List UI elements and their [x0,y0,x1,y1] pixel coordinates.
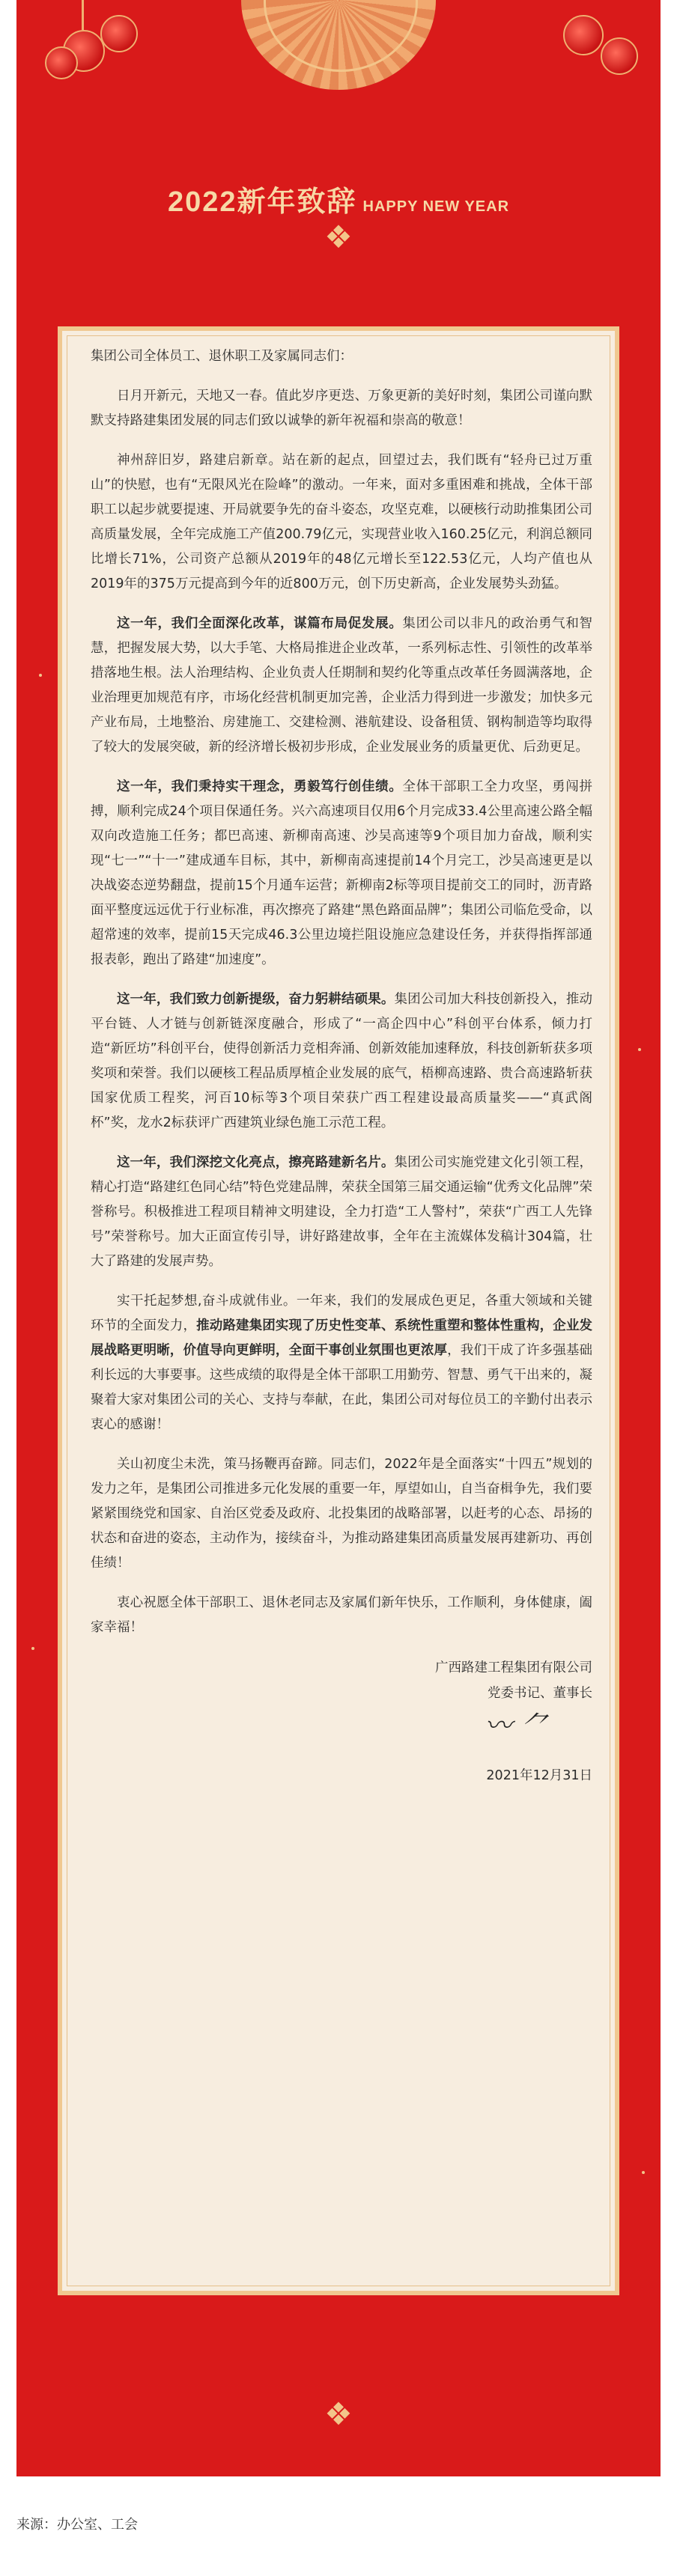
lantern-icon [45,46,78,79]
source-credit: 来源：办公室、工会 [16,2517,138,2533]
salutation: 集团公司全体员工、退休职工及家属同志们： [91,349,353,364]
lantern-icon [100,15,138,52]
paragraph-7-emphasis: 推动路建集团实现了历史性变革、系统性重塑和整体性重构，企业发展战略更明晰，价值导向更鲜明，全面干事创业氛围也更浓厚 [91,1318,593,1358]
paragraph-4-text: 全体干部职工全力攻坚，勇闯拼搏，顺利完成24个项目保通任务。兴六高速项目仅用6个月完成33.4公里高速公路全幅双向改造施工任务；都巴高速、新柳南高速、沙吴高速等9个项目加力奋战，顺利实现“七一”“十一”建成通车目标，其中，新柳南高速提前14个月完工，沙吴高速更是以决战姿态逆势翻盘，提前15个月通车运营；新柳南2标等项目提前交工的同时，沥青路面平整度远远优于行业标准，再次擦亮了路建“黑色路面品牌”；集团公司临危受命，以超常速的效率，提前15天完成46.3公里边境拦阻设施应急建设任务，并获得指挥部通报表彰，跑出了路建“加速度”。 [91,779,593,967]
paragraph-7-text-a: 实干托起梦想,奋斗成就伟业。一年来，我们的发展成色更足，各重大领域和关键环节的全面发力， [91,1294,592,1333]
paragraph-6 [91,1151,592,1274]
paragraph-7 [91,1289,592,1437]
letter-card [58,326,619,2295]
handwritten-signature: 〰 ⺈ [485,1711,547,1741]
lantern-icon [563,15,604,55]
sparkle-dot [31,1647,34,1650]
page-title [16,178,661,219]
paragraph-4 [91,775,592,972]
paragraph-3-lead: 这一年，我们全面深化改革，谋篇布局促发展。 [117,616,403,631]
sparkle-dot [642,2171,645,2174]
paragraph-6-text: 集团公司实施党建文化引领工程，精心打造“路建红色同心结”特色党建品牌，荣获全国第三届交通运输“优秀文化品牌”荣誉称号。积极推进工程项目精神文明建设，全力打造“工人警村”，荣获“广西工人先锋号”荣誉称号。加大正面宣传引导，讲好路建故事，全年在主流媒体发稿计304篇，壮大了路建的发展声势。 [91,1155,592,1269]
paragraph-3-text: 集团公司以非凡的政治勇气和智慧，把握发展大势，以大手笔、大格局推进企业改革，一系列标志性、引领性的改革举措落地生根。法人治理结构、企业负责人任期制和契约化等重点改革任务圆满落地，企业治理更加规范有序，市场化经营机制更加完善，企业活力得到进一步激发；加快多元产业布局，土地整治、房建施工、交建检测、港航建设、设备租赁、钢构制造等均取得了较大的发展突破，新的经济增长极初步形成，企业发展业务的质量更优、后劲更足。 [91,616,593,755]
paragraph-7-text-b: ，我们干成了许多强基础利长远的大事要事。这些成绩的取得是全体干部职工用勤劳、智慧、勇气干出来的，凝聚着大家对集团公司的关心、支持与奉献，在此，集团公司对每位员工的辛勤付出表示衷心的感谢！ [91,1343,593,1432]
paragraph-1: 日月开新元，天地又一春。值此岁序更迭、万象更新的美好时刻，集团公司谨向默默支持路建集团发展的同志们致以诚挚的新年祝福和崇高的敬意！ [91,389,592,428]
letter-date: 2021年12月31日 [486,1768,592,1783]
chinese-knot-icon: ❖ [324,2396,353,2432]
sparkle-dot [39,674,42,677]
paragraph-4-lead: 这一年，我们秉持实干理念，勇毅笃行创佳绩。 [117,779,403,794]
sparkle-dot [638,1048,641,1051]
letter-body [91,344,592,1788]
signer-position: 党委书记、董事长 [488,1686,592,1701]
paragraph-5 [91,987,592,1136]
chinese-knot-icon: ❖ [324,219,353,255]
signature-block [91,1655,592,1706]
paragraph-6-lead: 这一年，我们深挖文化亮点，擦亮路建新名片。 [117,1155,395,1170]
lantern-icon [601,37,638,75]
subtitle-text: HAPPY NEW YEAR [362,198,510,215]
paragraph-2: 神州辞旧岁，路建启新章。站在新的起点，回望过去，我们既有“轻舟已过万重山”的快慰，也有“无限风光在险峰”的激动。一年来，面对多重困难和挑战，全体干部职工以起步就要提速、开局就要争先的奋斗姿态，攻坚克难，以硬核行动助推集团公司高质量发展，全年完成施工产值200.79亿元，实现营业收入160.25亿元，利润总额同比增长71%，公司资产总额从2019年的48亿元增长至122.53亿元，人均产值也从2019年的375万元提高到今年的近800万元，创下历史新高，企业发展势头劲猛。 [91,453,592,591]
paragraph-8: 关山初度尘未洗，策马扬鞭再奋蹄。同志们，2022年是全面落实“十四五”规划的发力之年，是集团公司推进多元化发展的重要一年，厚望如山，自当奋楫争先，我们要紧紧围绕党和国家、自治区党委及政府、北投集团的战略部署，以赶考的心态、昂扬的状态和奋进的姿态，主动作为，接续奋斗，为推动路建集团高质量发展再建新功、再创佳绩！ [91,1457,592,1571]
lantern-string [82,0,84,30]
paragraph-5-text: 集团公司加大科技创新投入，推动平台链、人才链与创新链深度融合，形成了“一高企四中心”科创平台体系，倾力打造“新匠坊”科创平台，使得创新活力竞相奔涌、创新效能加速释放，科技创新斩获多项奖项和荣誉。我们以硬核工程品质厚植企业发展的底气，梧柳高速路、贵合高速路斩获国家优质工程奖，河百10标等3个项目荣获广西工程建设最高质量奖——“真武阁杯”奖，龙水2标获评广西建筑业绿色施工示范工程。 [91,992,592,1130]
company-name: 广西路建工程集团有限公司 [435,1660,592,1675]
paragraph-9: 衷心祝愿全体干部职工、退休老同志及家属们新年快乐，工作顺利，身体健康，阖家幸福！ [91,1595,592,1635]
paragraph-5-lead: 这一年，我们致力创新提级，奋力躬耕结硕果。 [117,992,395,1007]
paragraph-3 [91,612,592,760]
new-year-poster [16,0,661,2476]
title-text: 2022新年致辞 [167,186,357,218]
